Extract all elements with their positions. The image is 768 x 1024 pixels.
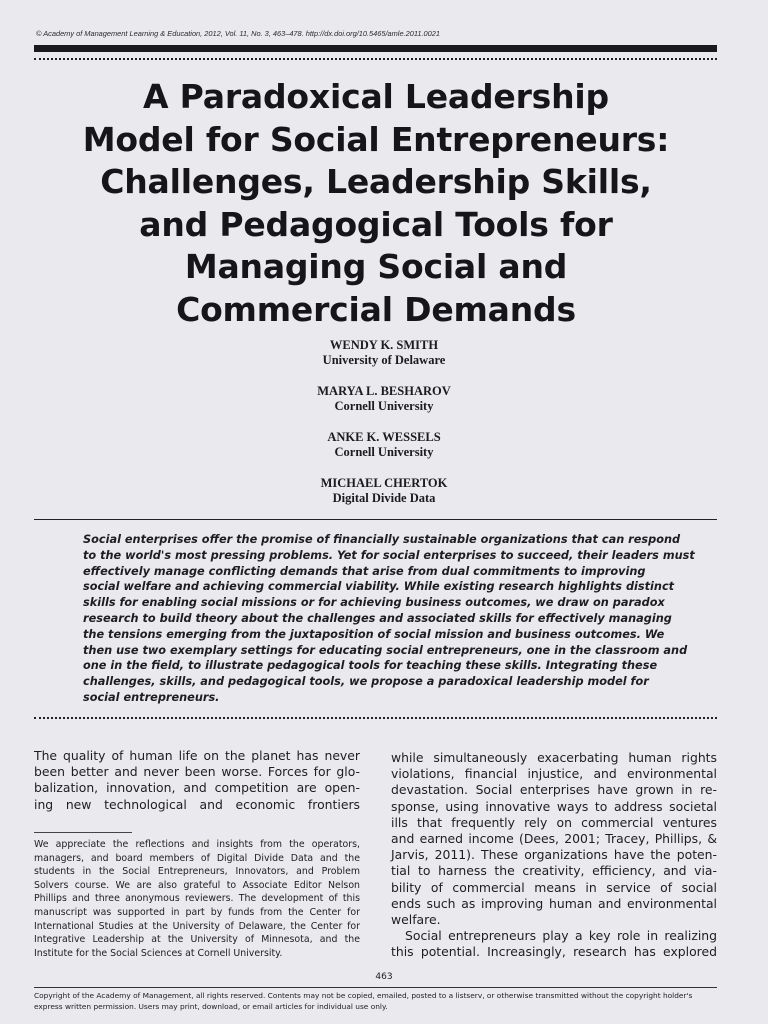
body-line: ends such as improving human and environmental [391,895,717,911]
title-line: Managing Social and [184,247,568,286]
header-dotted-rule [34,58,717,60]
body-column-right [391,750,717,961]
abstract-line: Social enterprises offer the promise of financially sustainable organizations that can respond [83,533,681,546]
title-line: and Pedagogical Tools for [139,204,613,244]
abstract-line: the tensions emerging from the juxtaposition of social mission and business outcomes. We [83,627,665,641]
abstract-line: skills for enabling social missions or for achieving business outcomes, we draw on paradox [83,596,665,610]
body-line: tial to harness the creativity, efficiency, and via- [391,863,717,879]
author-entry [234,475,534,506]
body-line: and earned income (Dees, 2001; Tracey, Phillips, & [391,831,717,847]
journal-citation: © Academy of Management Learning & Education, 2012, Vol. 11, No. 3, 463–478. http://dx.doi.org/10.5465/amle.2011.0021 [36,29,440,38]
copyright-notice [34,990,718,1012]
copyright-line: express written permission. Users may print, download, or email articles for individual use only. [34,1002,388,1011]
author-affiliation: Cornell University [334,445,434,459]
author-entry [234,429,534,460]
body-line: ing new technological and economic frontiers [34,796,360,812]
author-entry [234,337,534,368]
header-rule [34,45,717,52]
footnote-line: manuscript was supported in part by funds from the Center for [34,906,360,918]
title-line: Model for Social Entrepreneurs: [82,119,670,159]
footnote-rule [34,832,132,833]
body-line: welfare. [391,912,441,928]
body-line: devastation. Social enterprises have grown in re- [391,782,717,798]
footnote-line: Integrative Leadership at the University of Minnesota, and the [34,934,360,946]
title-line: A Paradoxical Leadership [143,77,609,116]
footnote-line: We appreciate the reflections and insights from the operators, [34,839,360,850]
author-affiliation: University of Delaware [322,353,446,367]
title-line: Commercial Demands [176,289,576,329]
acknowledgment-footnote [34,838,360,960]
body-line: Social entrepreneurs play a key role in realizing [405,928,717,944]
body-line: violations, financial injustice, and environmental [391,766,717,782]
body-column-left [34,748,360,813]
footnote-line: International Studies at the University of Delaware, the Center for [34,920,360,932]
abstract-line: effectively manage conflicting demands that arise from dual commitments to improving [83,564,646,578]
abstract-line: one in the field, to illustrate pedagogical tools for teaching these skills. Integrating these [83,659,658,673]
author-name: MARYA L. BESHAROV [317,384,451,398]
author-name: MICHAEL CHERTOK [320,476,448,490]
title-line: Challenges, Leadership Skills, [100,162,652,201]
author-affiliation: Digital Divide Data [332,491,436,505]
footnote-line: managers, and board members of Digital Divide Data and the [34,852,360,864]
footnote-line: Institute for the Social Sciences at Cornell University. [34,947,283,959]
abstract-top-rule [34,519,717,520]
abstract-line: research to build theory about the challenges and associated skills for effectively managing [83,611,672,625]
author-entry [234,383,534,414]
body-line: ills that frequently rely on commercial ventures [391,814,717,830]
abstract-line: social welfare and achieving commercial viability. While existing research highlights distinct [83,580,675,594]
copyright-line: Copyright of the Academy of Management, all rights reserved. Contents may not be copied, emailed, posted to a listserv, or otherwise transmitted without the copyright holder's [34,991,693,1000]
footnote-line: students in the Social Entrepreneurs, Innovators, and Problem [34,866,360,878]
footer-rule [34,987,717,988]
abstract [83,532,695,706]
author-affiliation: Cornell University [334,399,434,413]
body-line: sponse, using innovative ways to address societal [391,798,717,814]
body-line: been better and never been worse. Forces for glo- [34,764,360,780]
footnote-line: Phillips and three anonymous reviewers. The development of this [34,893,360,905]
body-line: balization, innovation, and competition are open- [34,780,360,796]
abstract-bottom-dotted-rule [34,717,717,719]
author-name: ANKE K. WESSELS [327,430,441,444]
body-line: while simultaneously exacerbating human rights [391,750,717,765]
article-title [40,76,712,331]
body-line: The quality of human life on the planet has never [34,748,360,763]
abstract-line: then use two exemplary settings for educating social entrepreneurs, one in the classroom and [83,643,688,657]
page-number: 463 [375,972,393,982]
body-line: Jarvis, 2011). These organizations have the poten- [391,847,717,863]
abstract-line: challenges, skills, and pedagogical tools, we propose a paradoxical leadership model for [83,675,649,689]
footnote-line: Solvers course. We are also grateful to Associate Editor Nelson [34,879,360,891]
author-name: WENDY K. SMITH [329,338,439,352]
abstract-line: social entrepreneurs. [83,690,220,704]
body-line: this potential. Increasingly, research has explored [391,944,717,960]
body-line: bility of commercial means in service of social [391,879,717,895]
abstract-line: to the world's most pressing problems. Yet for social enterprises to succeed, their leaders must [83,548,695,562]
